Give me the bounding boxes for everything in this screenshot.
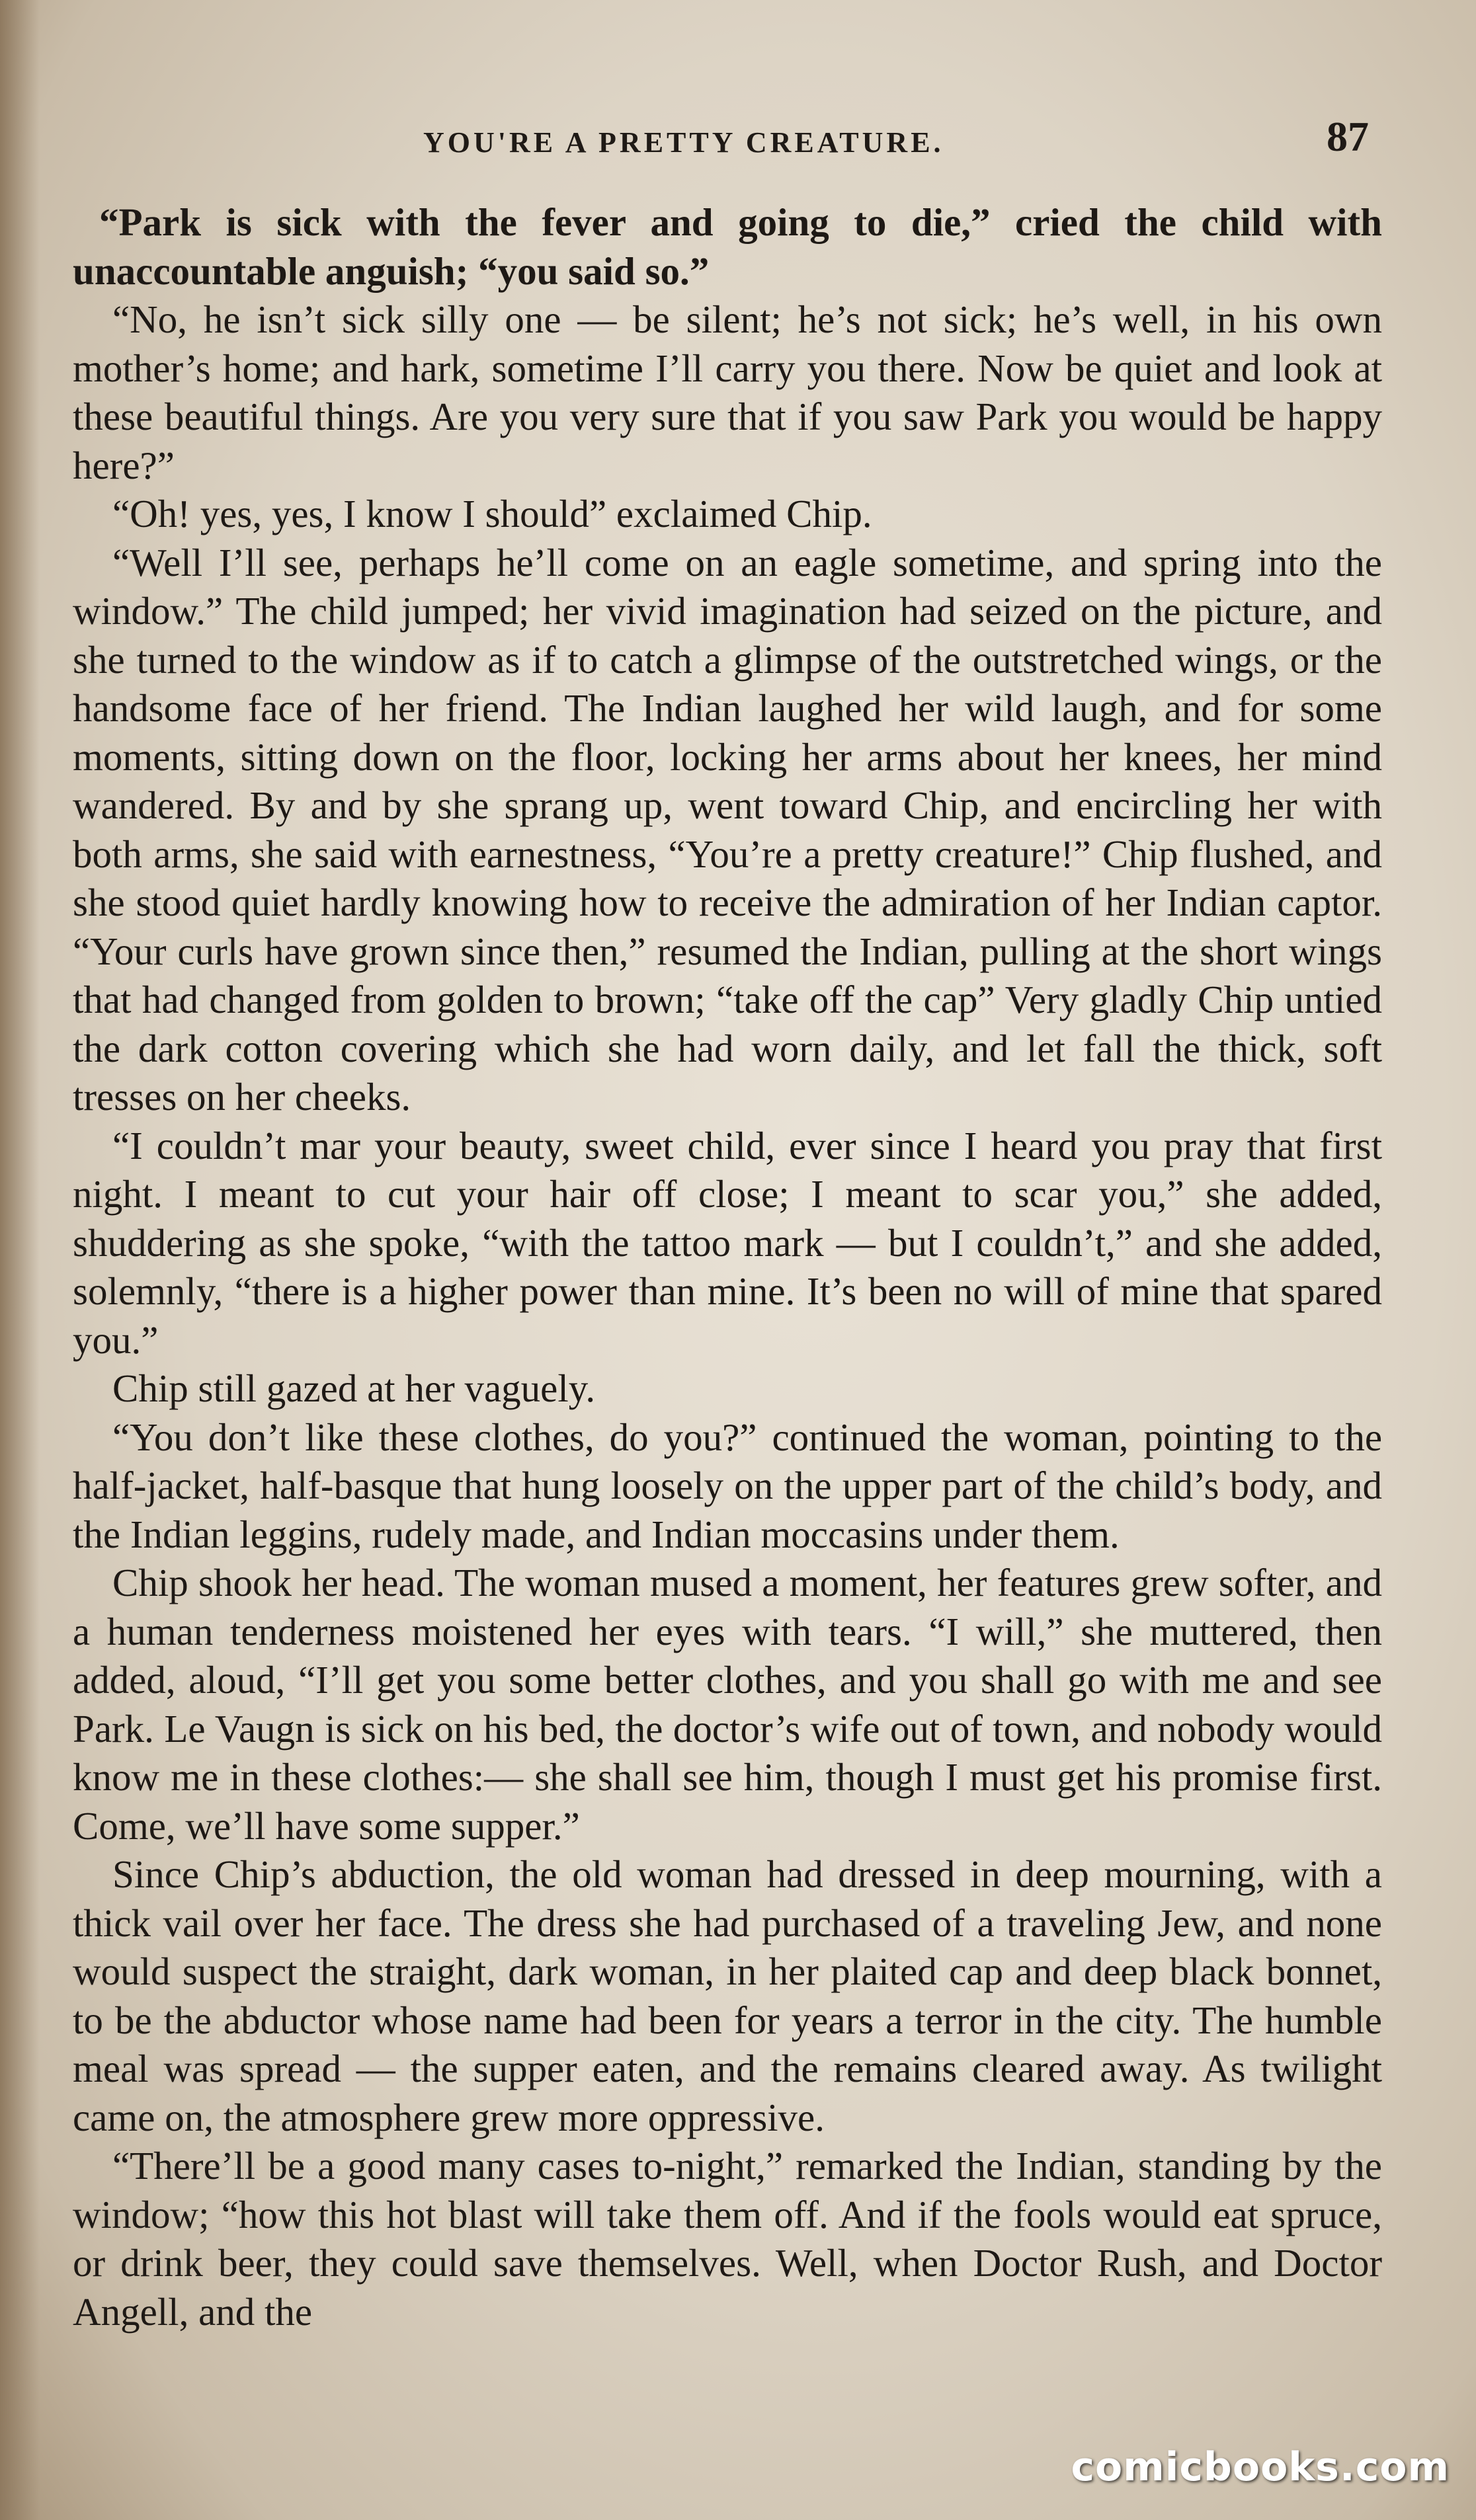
paragraph-9: Since Chip’s abduction, the old woman had dressed in deep mourning, with a thick vail over her face. The dress she had purchased of a traveling Jew, and none would suspect the straight, dark woman, in her plaited cap and deep black bonnet, to be the abductor whose name had been for years a terror in the city. The humble meal was spread — the supper eaten, and the remains cleared away. As twilight came on, the atmosphere grew more oppressive. (73, 1852, 1382, 2139)
paragraph-8: Chip shook her head. The woman mused a moment, her features grew softer, and a human tenderness moistened her eyes with tears. “I will,” she muttered, then added, aloud, “I’ll get you some better clothes, and you shall go with me and see Park. Le Vaugn is sick on his bed, the doctor’s wife out of town, and nobody would know me in these clothes:— she shall see him, though I must get his promise first. Come, we’ll have some supper.” (73, 1561, 1382, 1848)
paragraph-6: Chip still gazed at her vaguely. (112, 1366, 596, 1410)
running-head: YOU'RE A PRETTY CREATURE. (423, 126, 944, 159)
page-header (93, 112, 1389, 172)
body-text (73, 198, 1382, 2336)
paragraph-5: “I couldn’t mar your beauty, sweet child, ever since I heard you pray that first night. I meant to cut your hair off close; I meant to scar you,” she added, shuddering as she spoke, “with the tattoo mark — but I couldn’t,” and she added, solemnly, “there is a higher power than mine. It’s been no will of mine that spared you.” (73, 1123, 1382, 1362)
paragraph-2: “No, he isn’t sick silly one — be silent; he’s not sick; he’s well, in his own mother’s home; and hark, sometime I’ll carry you there. Now be quiet and look at these beautiful things. Are you very sure that if you saw Park you would be happy here?” (73, 297, 1382, 487)
paragraph-10: “There’ll be a good many cases to-night,” remarked the Indian, standing by the window; “how this hot blast will take them off. And if the fools would eat spruce, or drink beer, they could save themselves. Well, when Doctor Rush, and Doctor Angell, and the (73, 2144, 1382, 2334)
page-gutter-shadow (0, 0, 40, 2520)
paragraph-3: “Oh! yes, yes, I know I should” exclaimed Chip. (112, 492, 872, 535)
watermark: comicbooks.com (1071, 2444, 1450, 2490)
paragraph-7: “You don’t like these clothes, do you?” continued the woman, pointing to the half-jacket, half-basque that hung loosely on the upper part of the child’s body, and the Indian leggins, rudely made, and Indian moccasins under them. (73, 1415, 1382, 1556)
paragraph-4: “Well I’ll see, perhaps he’ll come on an eagle sometime, and spring into the window.” The child jumped; her vivid imagination had seized on the picture, and she turned to the window as if to catch a glimpse of the outstretched wings, or the handsome face of her friend. The Indian laughed her wild laugh, and for some moments, sitting down on the floor, locking her arms about her knees, her mind wandered. By and by she sprang up, went toward Chip, and encircling her with both arms, she said with earnestness, “You’re a pretty creature!” Chip flushed, and she stood quiet hardly knowing how to receive the admiration of her Indian captor. “Your curls have grown since then,” resumed the Indian, pulling at the short wings that had changed from golden to brown; “take off the cap” Very gladly Chip untied the dark cotton covering which she had worn daily, and let fall the thick, soft tresses on her cheeks. (73, 540, 1382, 1119)
paragraph-1: “Park is sick with the fever and going to die,” cried the child with unaccountable anguish; “you said so.” (73, 200, 1382, 293)
page-number: 87 (1327, 113, 1369, 160)
